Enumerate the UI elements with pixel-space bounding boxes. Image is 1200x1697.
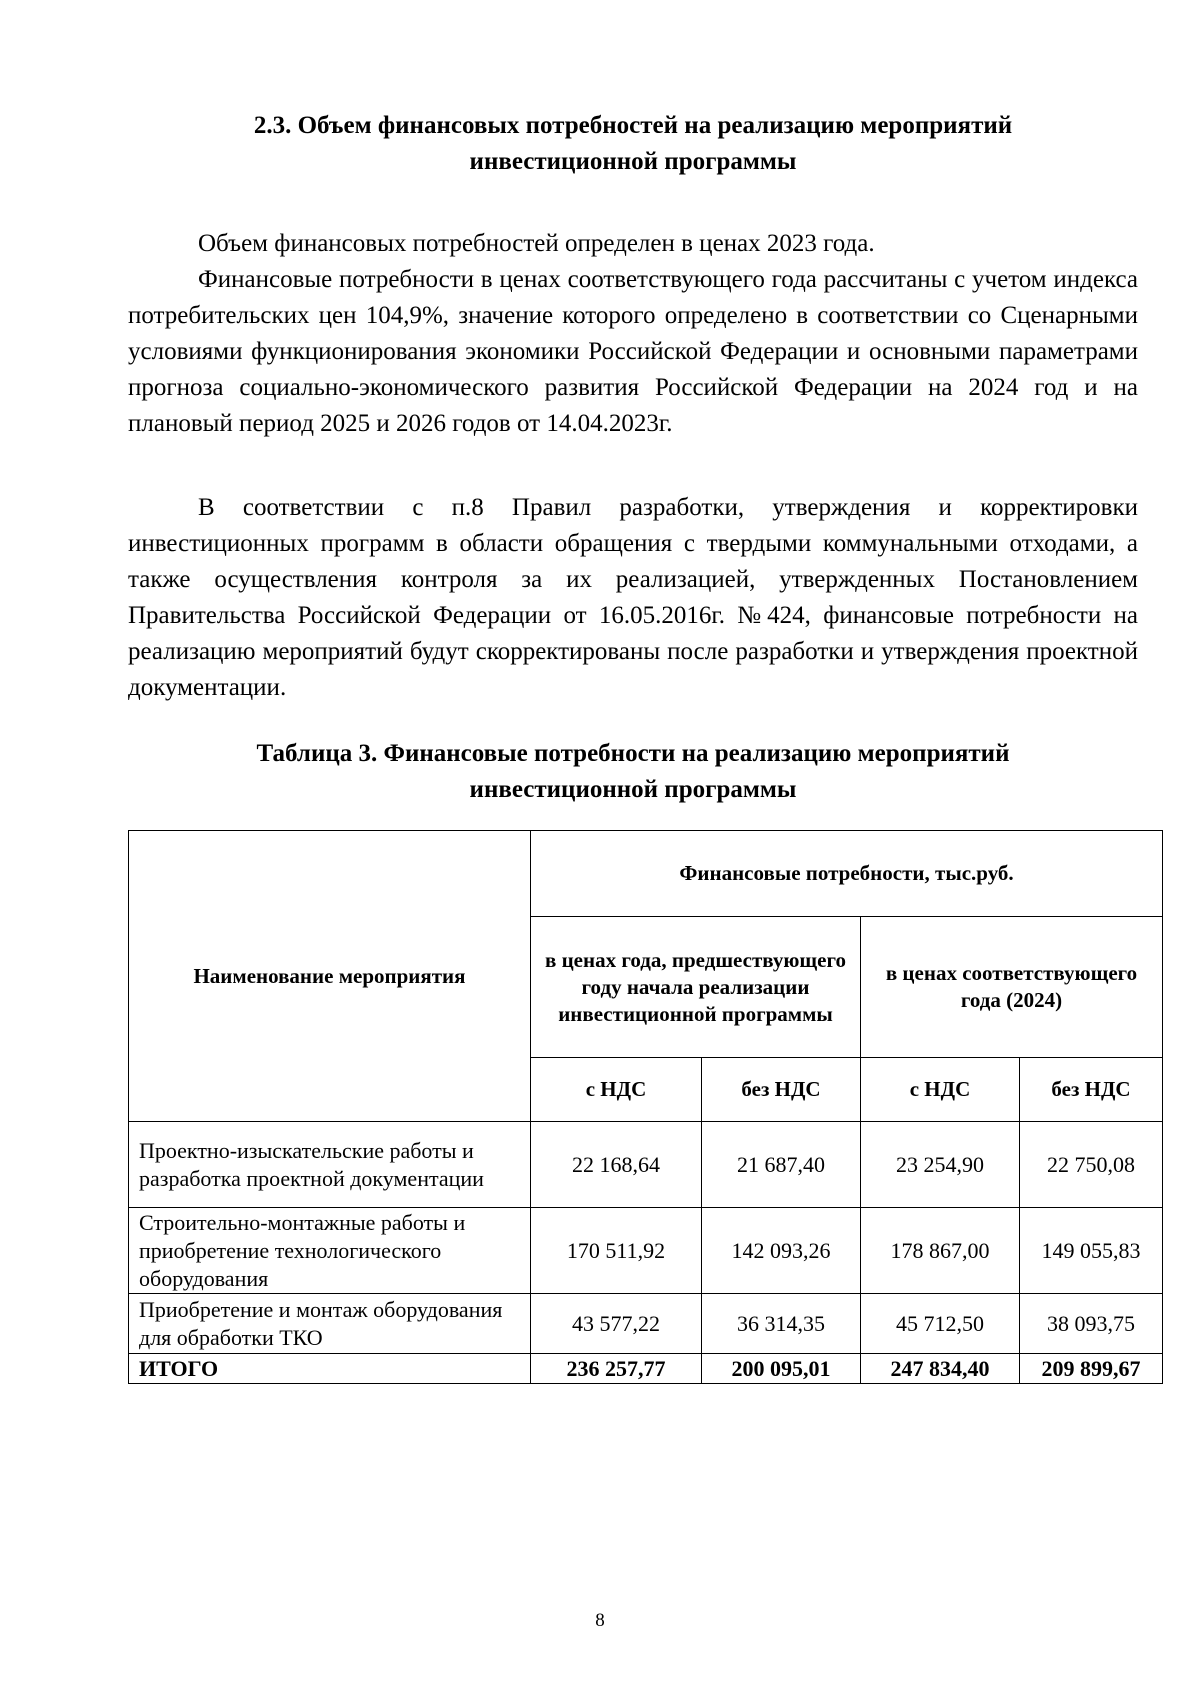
header-activity-name: Наименование мероприятия [129,831,531,1122]
paragraph-2: Финансовые потребности в ценах соответствующего года рассчитаны с учетом индекса потребительских цен 104,9%, значение которого определено в соответствии со Сценарными условиями функционирования экономики Российской Федерации и основными параметрами прогноза социально-экономического развития Российской Федерации на 2024 год и на плановый период 2025 и 2026 годов от 14.04.2023г. [128,266,1138,437]
activity-name-cell: Приобретение и монтаж оборудования для обработки ТКО [129,1294,531,1354]
table-row [129,1122,1163,1208]
table-row [129,1208,1163,1294]
total-value-cell: 236 257,77 [531,1354,702,1384]
value-cell: 38 093,75 [1020,1294,1163,1354]
table-total-row [129,1354,1163,1384]
header-with-vat-prev: с НДС [531,1058,702,1122]
value-cell: 21 687,40 [702,1122,861,1208]
table-caption-line-2: инвестиционной программы [469,776,797,803]
header-prev-year-prices: в ценах года, предшествующего году начала реализации инвестиционной программы [531,917,861,1058]
value-cell: 178 867,00 [861,1208,1020,1294]
section-heading [128,108,1138,180]
value-cell: 45 712,50 [861,1294,1020,1354]
total-value-cell: 209 899,67 [1020,1354,1163,1384]
total-value-cell: 247 834,40 [861,1354,1020,1384]
paragraph-1: Объем финансовых потребностей определен в ценах 2023 года. [198,230,875,257]
activity-name-cell: Строительно-монтажные работы и приобретение технологического оборудования [129,1208,531,1294]
value-cell: 43 577,22 [531,1294,702,1354]
table-header-row-1 [129,831,1163,917]
value-cell: 36 314,35 [702,1294,861,1354]
header-financial-needs: Финансовые потребности, тыс.руб. [531,831,1163,917]
section-heading-line-2: инвестиционной программы [469,148,797,175]
value-cell: 22 168,64 [531,1122,702,1208]
total-value-cell: 200 095,01 [702,1354,861,1384]
table-row [129,1294,1163,1354]
table-caption [128,736,1138,808]
value-cell: 22 750,08 [1020,1122,1163,1208]
value-cell: 170 511,92 [531,1208,702,1294]
page-number: 8 [595,1610,605,1631]
table-caption-line-1: Таблица 3. Финансовые потребности на реализацию мероприятий [256,740,1010,767]
header-without-vat-prev: без НДС [702,1058,861,1122]
total-label-cell: ИТОГО [129,1354,531,1384]
activity-name-cell: Проектно-изыскательские работы и разработка проектной документации [129,1122,531,1208]
value-cell: 23 254,90 [861,1122,1020,1208]
header-current-year-prices: в ценах соответствующего года (2024) [861,917,1163,1058]
header-with-vat-current: с НДС [861,1058,1020,1122]
header-without-vat-current: без НДС [1020,1058,1163,1122]
value-cell: 142 093,26 [702,1208,861,1294]
paragraph-3: В соответствии с п.8 Правил разработки, утверждения и корректировки инвестиционных программ в области обращения с твердыми коммунальными отходами, а также осуществления контроля за их реализацией, утвержденных Постановлением Правительства Российской Федерации от 16.05.2016г. №424, финансовые потребности на реализацию мероприятий будут скорректированы после разработки и утверждения проектной документации. [128,494,1138,701]
financial-needs-table [128,830,1163,1384]
section-heading-line-1: 2.3. Объем финансовых потребностей на реализацию мероприятий [253,112,1013,139]
value-cell: 149 055,83 [1020,1208,1163,1294]
